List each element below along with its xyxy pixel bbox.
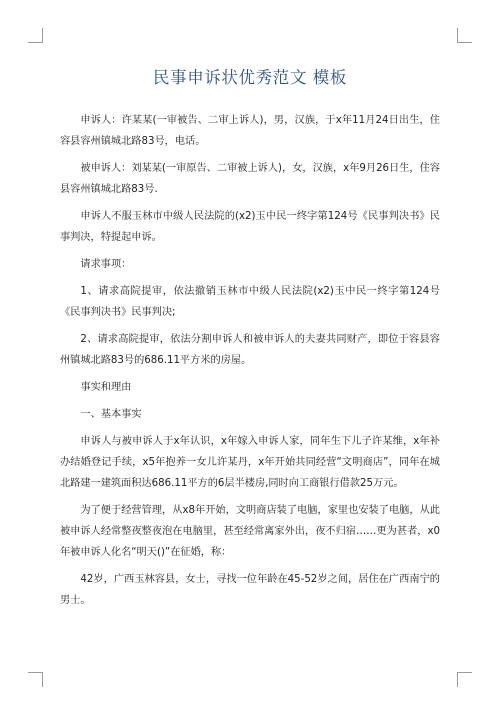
crop-mark-bottom-right (457, 672, 472, 687)
document-title: 民事申诉状优秀范文 模板 (153, 68, 347, 87)
paragraph-facts-3: 42岁，广西玉林容县，女士，寻找一位年龄在45-52岁之间，居住在广西南宁的男士。 (60, 574, 440, 606)
paragraph-appeal-statement: 申诉人不服玉林市中级人民法院的(x2)玉中民一终字第124号《民事判决书》民事判决，特提起申诉。 (60, 211, 440, 243)
crop-mark-top-right (457, 28, 472, 43)
heading-basic-facts: 一、基本事实 (80, 409, 142, 420)
heading-requests: 请求事项： (80, 259, 132, 270)
paragraph-appellant: 申诉人：许某某(一审被告、二审上诉人)，男，汉族，于x年11月24日出生，住容县容州镇城北路83号，电话。 (60, 115, 440, 147)
paragraph-facts-2: 为了便于经营管理，从x8年开始，文明商店装了电脑，家里也安装了电脑，从此被申诉人经常整夜整夜泡在电脑里，甚至经常离家外出，夜不归宿……更为甚者，x0年被申诉人化名“明天()”在征婚，称： (60, 505, 440, 558)
crop-mark-bottom-left (28, 672, 43, 687)
heading-facts-reasons: 事实和理由 (80, 382, 132, 393)
paragraph-request-2: 2、请求高院提审，依法分割申诉人和被申诉人的夫妻共同财产，即位于容县容州镇城北路83号的686.11平方米的房屋。 (60, 334, 440, 366)
paragraph-respondent: 被申诉人：刘某某(一审原告、二审被上诉人)，女，汉族，x年9月26日生，住容县容州镇城北路83号. (60, 163, 440, 195)
paragraph-facts-1: 申诉人与被申诉人于x年认识，x年嫁入申诉人家，同年生下儿子许某维，x年补办结婚登记手续，x5年抱养一女儿许某丹，x年开始共同经营“文明商店”，同年在城北路建一建筑面积达686.11平方的6层半楼房,同时向工商银行借款25万元。 (60, 436, 440, 489)
crop-mark-top-left (28, 28, 43, 43)
document-body (60, 110, 440, 617)
paragraph-request-1: 1、请求高院提审，依法撤销玉林市中级人民法院(x2)玉中民一终字第124号《民事判决书》民事判决; (60, 286, 440, 318)
